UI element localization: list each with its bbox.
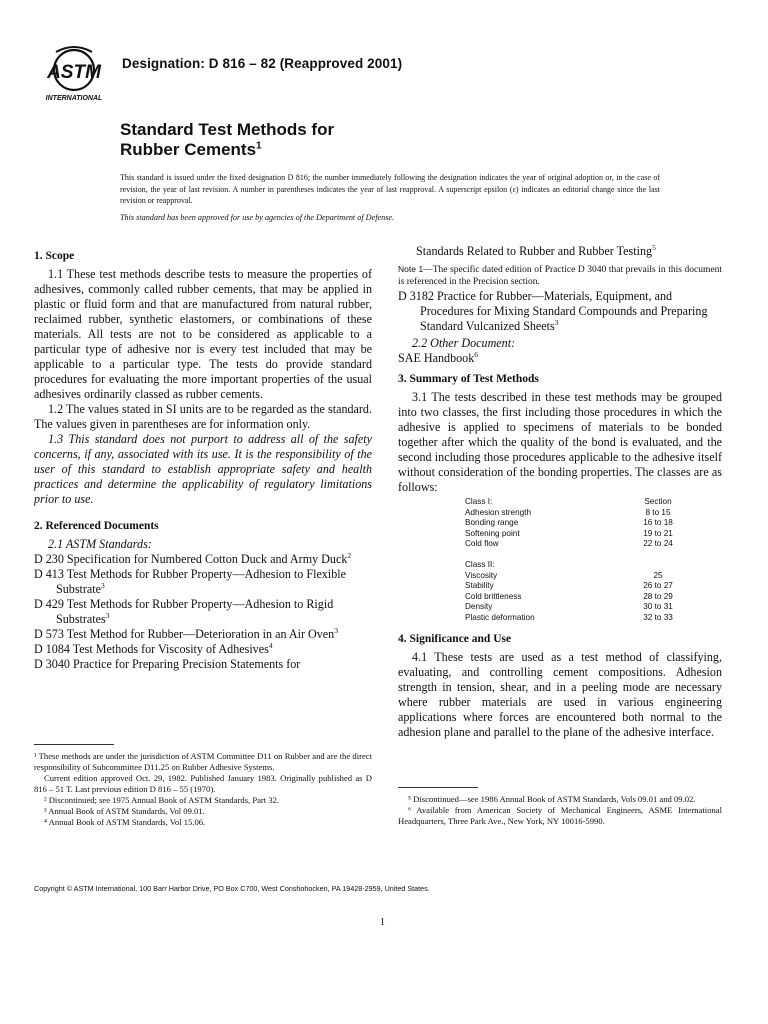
table-row: Density 30 to 31 [465,602,673,612]
reference-item: D 413 Test Methods for Rubber Property—Adhesion to Flexible Substrate$^3$ [34,567,346,596]
table-row: Stability 26 to 27 [465,581,673,591]
page-title [120,120,334,160]
copyright-line: Copyright © ASTM International, 100 Barr Harbor Drive, PO Box C700, West Conshohocken, PA 19428-2959, United States. [34,884,430,893]
footnote: ¹ These methods are under the jurisdiction of ASTM Committee D11 on Rubber and are the direct responsibility of Subcommittee D11.25 on Rubber Adhesive Systems. [34,751,372,772]
footnote-divider [398,787,478,788]
left-column [34,249,372,672]
svg-text:INTERNATIONAL: INTERNATIONAL [45,95,103,102]
other-document-subheading: 2.2 Other Document: [412,336,516,350]
footnote: ³ Annual Book of ASTM Standards, Vol 09.01. [44,806,205,816]
section-scope-heading: 1. Scope [34,250,75,262]
reference-item: D 1084 Test Methods for Viscosity of Adhesives$^4$ [34,640,273,656]
table-row: Cold flow 22 to 24 [465,539,673,549]
footnotes-right [398,787,722,827]
reference-item: D 3182 Practice for Rubber—Materials, Equipment, and Procedures for Mixing Standard Compounds and Preparing Standard Vulcanized Sheets$^3$ [398,289,708,333]
significance-para-1: 4.1 These tests are used as a test method of classifying, evaluating, and controlling cement compositions. Adhesion strength in tension, shear, and in a peeling mode are necessary where rubber materials are used in various engineering applications where forces are encountered both normal to the adhesion plane and parallel to the plane of the adhesive interface. [398,649,722,739]
reference-item: D 573 Test Method for Rubber—Deterioration in an Air Oven$^3$ [34,625,338,641]
classes-table [465,497,688,624]
footnote-divider [34,744,114,745]
summary-para-1: 3.1 The tests described in these test methods may be grouped into two classes, the first including those procedures in which the adhesive is applied to specimens of materials to be bonded together after which the quality of the bond is evaluated, and the second including those procedures applicable to the adhesive itself without consideration of the bonding properties. The classes are as follows: [398,390,722,494]
footnote: ² Discontinued; see 1975 Annual Book of ASTM Standards, Part 32. [44,795,280,805]
scope-para-1: 1.1 These test methods describe tests to measure the properties of adhesives, commonly called rubber cements, that may be applied in plastic or fluid form and that are manufactured from natural rubber, reclaimed rubber, synthetic elastomers, or combinations of these materials. All tests are not to be considered as applicable to a particular type of adhesive nor is every test included that may be applicable to a particular type. The tests do provide standard procedures for evaluating the more important properties of the usual adhesives ordinarily classed as rubber cements. [34,267,372,401]
table-row: Plastic deformation 32 to 33 [465,612,673,622]
reference-continuation: Standards Related to Rubber and Rubber Testing$^5$ [416,242,656,258]
footnotes-left [34,744,372,828]
svg-text:ASTM: ASTM [47,62,101,83]
title-line-2: Rubber Cements [120,140,257,159]
table-row: Viscosity 25 [465,570,663,580]
table-row: Adhesion strength 8 to 15 [465,507,671,517]
note-1: Note 1—The specific dated edition of Practice D 3040 that prevails in this document is referenced in the Precision section. [398,264,722,287]
title-line-1: Standard Test Methods for [120,120,335,139]
reference-item: D 230 Specification for Numbered Cotton Duck and Army Duck$^2$ [34,550,352,566]
designation: Designation: D 816 – 82 (Reapproved 2001) [122,56,403,71]
footnote: ⁴ Annual Book of ASTM Standards, Vol 15.06. [44,817,206,827]
section-significance-heading: 4. Significance and Use [398,632,512,645]
scope-para-2: 1.2 The values stated in SI units are to be regarded as the standard. The values given in parentheses are for information only. [34,402,372,431]
reference-item: D 429 Test Methods for Rubber Property—Adhesion to Rigid Substrates$^3$ [34,597,334,626]
footnote: ⁶ Available from American Society of Mechanical Engineers, ASME International Headquarters, Three Park Ave., New York, NY 10016-5990. [398,805,722,826]
reference-item: D 3040 Practice for Preparing Precision Statements for [34,657,301,671]
astm-standards-subheading: 2.1 ASTM Standards: [48,537,152,551]
table-row: Cold brittleness 28 to 29 [465,591,673,601]
table-row: Bonding range 16 to 18 [465,518,673,528]
footnote: ⁵ Discontinued—see 1986 Annual Book of ASTM Standards, Vols 09.01 and 09.02. [408,794,696,804]
section-column-label: Section [644,497,672,506]
title-footnote-ref: 1 [256,140,262,152]
page-number: 1 [380,917,385,928]
sae-handbook: SAE Handbook$^6$ [398,349,479,365]
class-2-label: Class II: [465,559,495,569]
right-column [398,244,722,740]
standard-notice: This standard is issued under the fixed designation D 816; the number immediately following the designation indicates the year of original adoption or, in the case of revision, the year of last revision. A number in parentheses indicates the year of last reapproval. A superscript epsilon (ε) indicates an editorial change since the last revision or reapproval. [120,173,660,205]
footnote: Current edition approved Oct. 29, 1982. Published January 1983. Originally published as D 816 – 51 T. Last previous edition D 816 – 55 (1970). [34,773,372,794]
astm-logo [34,44,114,104]
table-row: Softening point 19 to 21 [465,528,673,538]
class-1-label: Class I: [465,497,493,506]
section-summary-heading: 3. Summary of Test Methods [398,373,539,385]
section-refdocs-heading: 2. Referenced Documents [34,520,159,532]
approval-statement: This standard has been approved for use by agencies of the Department of Defense. [120,213,395,222]
scope-para-3: 1.3 This standard does not purport to address all of the safety concerns, if any, associated with its use. It is the responsibility of the user of this standard to establish appropriate safety and health practices and determine the applicability of regulatory limitations prior to use. [34,432,372,506]
